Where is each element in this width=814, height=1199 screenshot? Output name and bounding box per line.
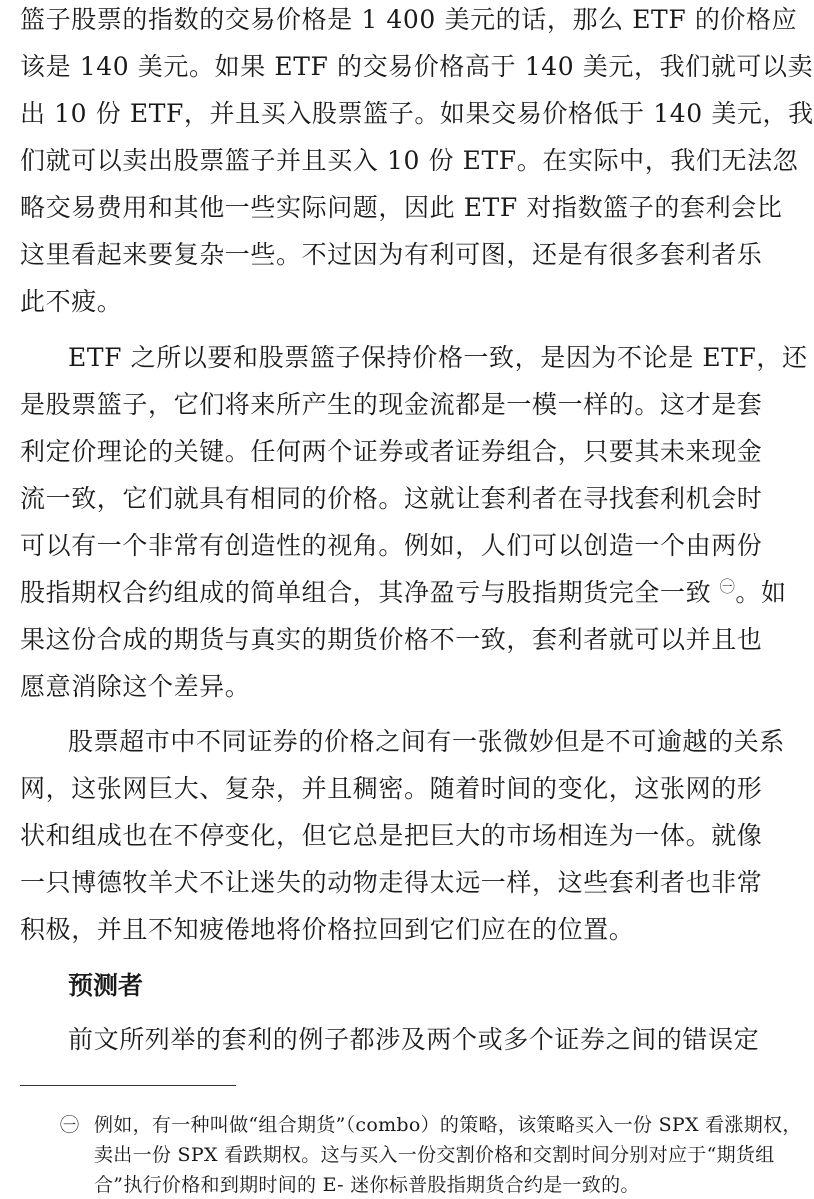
text-segment: 。如 — [735, 578, 787, 607]
text-line: 出 10 份 ETF，并且买入股票篮子。如果交易价格低于 140 美元，我 — [20, 99, 814, 128]
text-line: 果这份合成的期货与真实的期货价格不一致，套利者就可以并且也 — [20, 625, 763, 654]
text-line: 们就可以卖出股票篮子并且买入 10 份 ETF。在实际中，我们无法忽 — [20, 146, 799, 175]
text-line: 是股票篮子，它们将来所产生的现金流都是一模一样的。这才是套 — [20, 390, 763, 419]
text-line: 利定价理论的关键。任何两个证券或者证券组合，只要其未来现金 — [20, 437, 763, 466]
text-line: 该是 140 美元。如果 ETF 的交易价格高于 140 美元，我们就可以卖 — [20, 52, 814, 81]
footnote-marker: ㊀ — [60, 1114, 80, 1136]
text-line: 篮子股票的指数的交易价格是 1 400 美元的话，那么 ETF 的价格应 — [20, 5, 798, 34]
text-line: 略交易费用和其他一些实际问题，因此 ETF 对指数篮子的套利会比 — [20, 193, 783, 222]
footnote-reference[interactable]: ㊀ — [719, 577, 736, 596]
text-line: 此不疲。 — [20, 287, 123, 316]
text-line: 一只博德牧羊犬不让迷失的动物走得太远一样，这些套利者也非常 — [20, 868, 763, 897]
text-line: 状和组成也在不停变化，但它总是把巨大的市场相连为一体。就像 — [20, 821, 763, 850]
footnote-line: 卖出一份 SPX 看跌期权。这与买入一份交割价格和交割时间分别对应于“期货组 — [94, 1144, 775, 1166]
text-line: 前文所列举的套利的例子都涉及两个或多个证券之间的错误定 — [68, 1025, 760, 1054]
text-line — [20, 573, 787, 613]
section-heading: 预测者 — [68, 971, 144, 1000]
text-line: 积极，并且不知疲倦地将价格拉回到它们应在的位置。 — [20, 915, 635, 944]
footnote-line: 合”执行价格和到期时间的 E- 迷你标普股指期货合约是一致的。 — [94, 1174, 640, 1196]
text-segment: 股指期权合约组成的简单组合，其净盈亏与股指期货完全一致 — [20, 578, 712, 607]
text-line: 股票超市中不同证券的价格之间有一张微妙但是不可逾越的关系 — [68, 727, 785, 756]
text-line: 流一致，它们就具有相同的价格。这就让套利者在寻找套利机会时 — [20, 484, 763, 513]
text-line: 网，这张网巨大、复杂，并且稠密。随着时间的变化，这张网的形 — [20, 774, 763, 803]
text-line: 愿意消除这个差异。 — [20, 672, 251, 701]
text-line: 这里看起来要复杂一些。不过因为有利可图，还是有很多套利者乐 — [20, 240, 763, 269]
text-line: 可以有一个非常有创造性的视角。例如，人们可以创造一个由两份 — [20, 531, 763, 560]
text-line: ETF 之所以要和股票篮子保持价格一致，是因为不论是 ETF，还 — [68, 343, 808, 372]
footnote-line: 例如，有一种叫做“组合期货”（combo）的策略，该策略买入一份 SPX 看涨期权， — [94, 1114, 802, 1136]
footnote-divider — [20, 1085, 236, 1086]
